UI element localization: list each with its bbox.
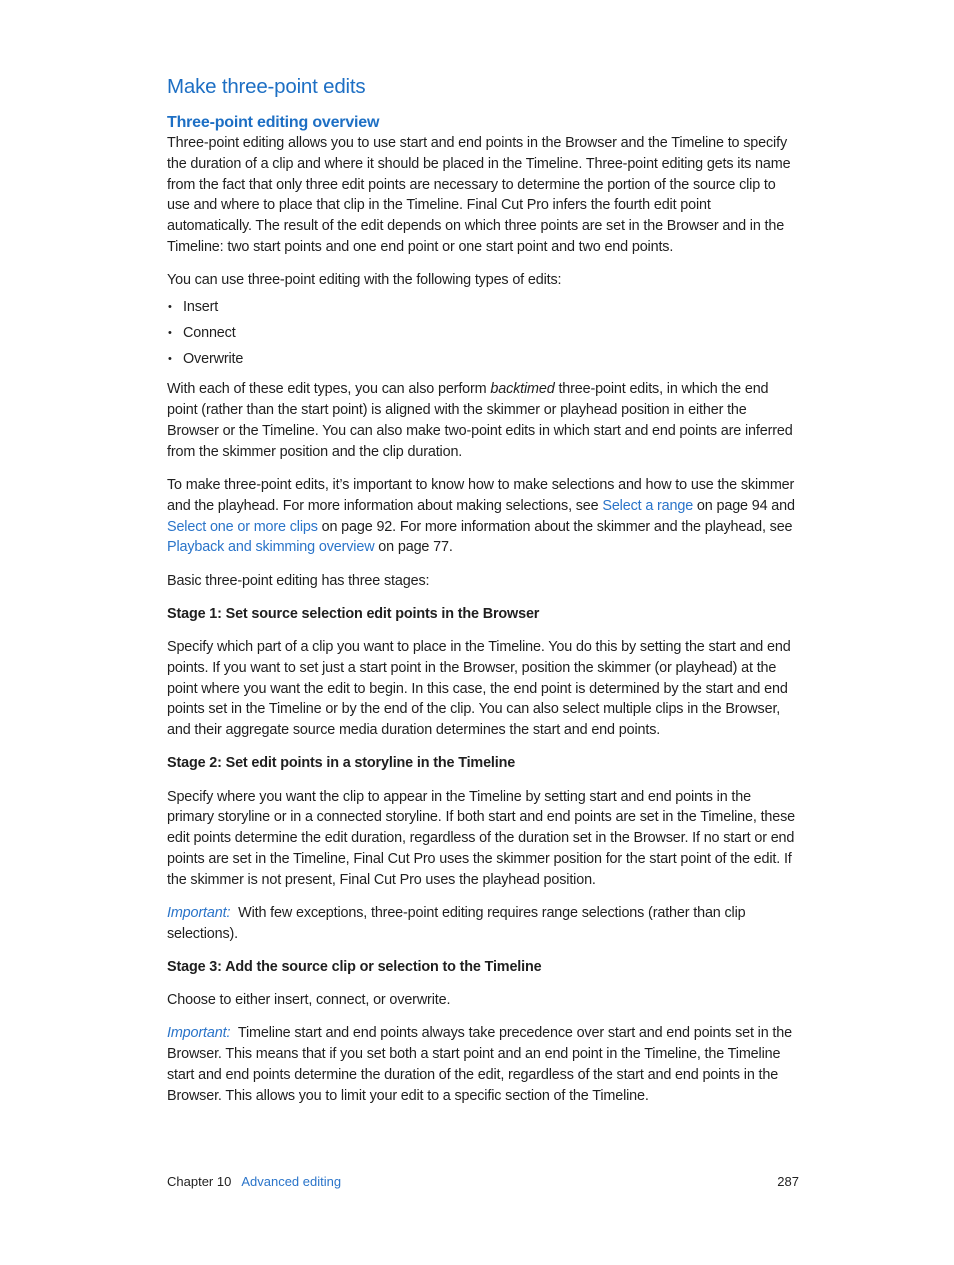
section-heading: Three-point editing overview: [167, 114, 380, 131]
select-range-link[interactable]: Select a range: [602, 497, 694, 514]
stage1-text: Specify which part of a clip you want to place in the Timeline. You do this by setting the start and end points. If you want to set just a start point in the Browser, position the skimmer (or playhead) at the point where you want the edit to begin. In this case, the end point is determined by the start and end points set in the Timeline or by the end of the clip. You can also select multiple clips in the Browser, and their aggregate source media duration determines the start and end points.: [167, 638, 791, 739]
important-note-2: [167, 1023, 799, 1106]
stage1-heading: Stage 1: Set source selection edit points in the Browser: [167, 605, 540, 622]
important-label: Important:: [167, 1025, 231, 1042]
text-span: With each of these edit types, you can also perform: [167, 381, 491, 398]
backtimed-paragraph: [167, 379, 799, 462]
page-title: Make three-point edits: [167, 75, 366, 98]
chapter-section-link[interactable]: Advanced editing: [241, 1174, 342, 1189]
select-clips-link[interactable]: Select one or more clips: [167, 518, 318, 535]
stage3-text: Choose to either insert, connect, or overwrite.: [167, 992, 451, 1009]
important-text: With few exceptions, three-point editing requires range selections (rather than clip selections).: [167, 904, 746, 942]
list-item: • Overwrite: [167, 349, 799, 370]
edit-types-list: [167, 297, 799, 369]
text-span: To make three-point edits, it’s important to know how to make selections and how to use the skimmer and the playhead. For more information about making selections, see: [167, 477, 795, 514]
text-span: on page 92. For more information about the skimmer and the playhead, see: [317, 518, 793, 535]
edit-types-intro: You can use three-point editing with the following types of edits:: [167, 272, 562, 289]
stage2-heading: Stage 2: Set edit points in a storyline in the Timeline: [167, 755, 516, 772]
stage2-text: Specify where you want the clip to appear in the Timeline by setting start and end points in the primary storyline or in a connected storyline. If both start and end points are set in the Timeline, these edit points determine the edit duration, regardless of the duration set in the Browser. If no start or end points are set in the Timeline, Final Cut Pro uses the skimmer position for the start point of the edit. If the skimmer is not present, Final Cut Pro uses the playhead position.: [167, 788, 796, 888]
page-number: 287: [777, 1174, 799, 1189]
text-span: on page 77.: [374, 539, 453, 556]
playback-skimming-link[interactable]: Playback and skimming overview: [167, 539, 375, 556]
text-span: three-point edits, in which the end point (rather than the start point) is aligned with the skimmer or playhead position in either the Browser or the Timeline. You can also make two-point edits in which start and end points are inferred from the skimmer position and the clip duration.: [167, 381, 793, 460]
page-footer: [167, 1173, 799, 1191]
selections-paragraph: [167, 475, 799, 558]
important-note-1: [167, 903, 799, 945]
list-item: • Connect: [167, 323, 799, 344]
main-content: [167, 133, 799, 1119]
stage3-heading: Stage 3: Add the source clip or selection to the Timeline: [167, 958, 542, 975]
important-text: Timeline start and end points always take precedence over start and end points set in the Browser. This means that if you set both a start point and an end point in the Timeline, the Timeline start and end points determine the duration of the edit, regardless of the start and end points in the Browser. This allows you to limit your edit to a specific section of the Timeline.: [167, 1025, 792, 1104]
intro-paragraph: Three-point editing allows you to use start and end points in the Browser and the Timeline to specify the duration of a clip and where it should be placed in the Timeline. Three-point editing gets its name from the fact that only three edit points are necessary to determine the portion of the source clip to use and where to place that clip in the Timeline. Final Cut Pro infers the fourth edit point automatically. The result of the edit depends on which three points are set in the Browser and in the Timeline: two start points and one end point or one start point and two end points.: [167, 135, 791, 255]
chapter-label: Chapter 10: [167, 1174, 232, 1189]
list-item: • Insert: [167, 297, 799, 318]
important-label: Important:: [167, 904, 231, 921]
text-span: on page 94 and: [693, 497, 795, 514]
stages-intro: Basic three-point editing has three stages:: [167, 572, 430, 589]
emphasis-text: backtimed: [490, 381, 555, 398]
